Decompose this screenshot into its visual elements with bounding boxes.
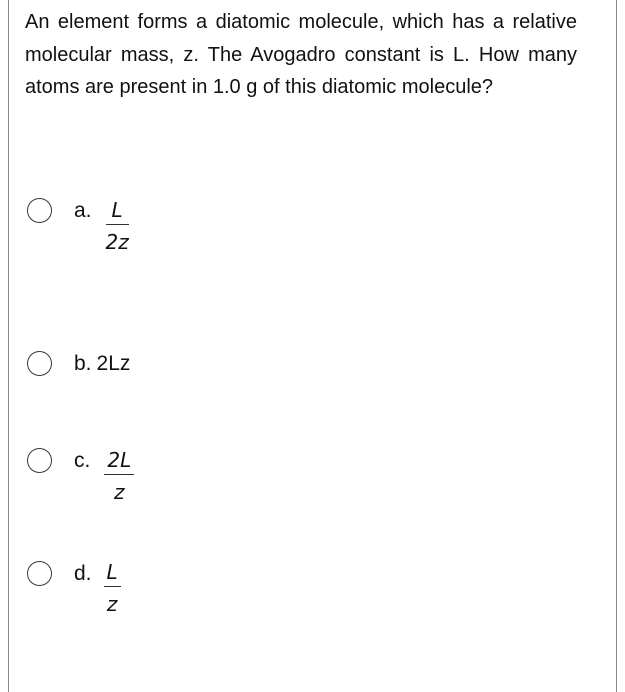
option-c-numerator: 2L <box>107 448 132 472</box>
option-d-denominator: z <box>106 592 118 617</box>
radio-button-c[interactable] <box>27 448 52 473</box>
option-d-numerator: L <box>106 560 118 584</box>
option-a-denominator: 2z <box>105 230 129 255</box>
option-d[interactable] <box>27 532 121 617</box>
option-c-letter: c. <box>74 448 91 472</box>
option-a-letter: a. <box>74 198 92 222</box>
option-d-letter: d. <box>74 561 92 585</box>
option-c[interactable] <box>27 418 134 505</box>
option-a-numerator: L <box>111 198 123 222</box>
radio-button-d[interactable] <box>27 561 52 586</box>
option-a-fraction <box>105 198 129 255</box>
option-c-denominator: z <box>114 480 125 505</box>
question-card <box>8 0 617 692</box>
option-b[interactable] <box>27 351 130 376</box>
question-text: An element forms a diatomic molecule, which has a relative molecular mass, z. The Avogadro constant is L. How many atoms are present in 1.0 g of this diatomic molecule? <box>25 11 577 98</box>
option-d-fraction <box>104 560 121 617</box>
radio-button-a[interactable] <box>27 198 52 223</box>
option-b-text: 2Lz <box>96 352 131 375</box>
option-b-letter: b. <box>74 352 92 375</box>
option-c-fraction <box>104 448 134 505</box>
radio-button-b[interactable] <box>27 351 52 376</box>
option-a[interactable] <box>27 168 129 255</box>
